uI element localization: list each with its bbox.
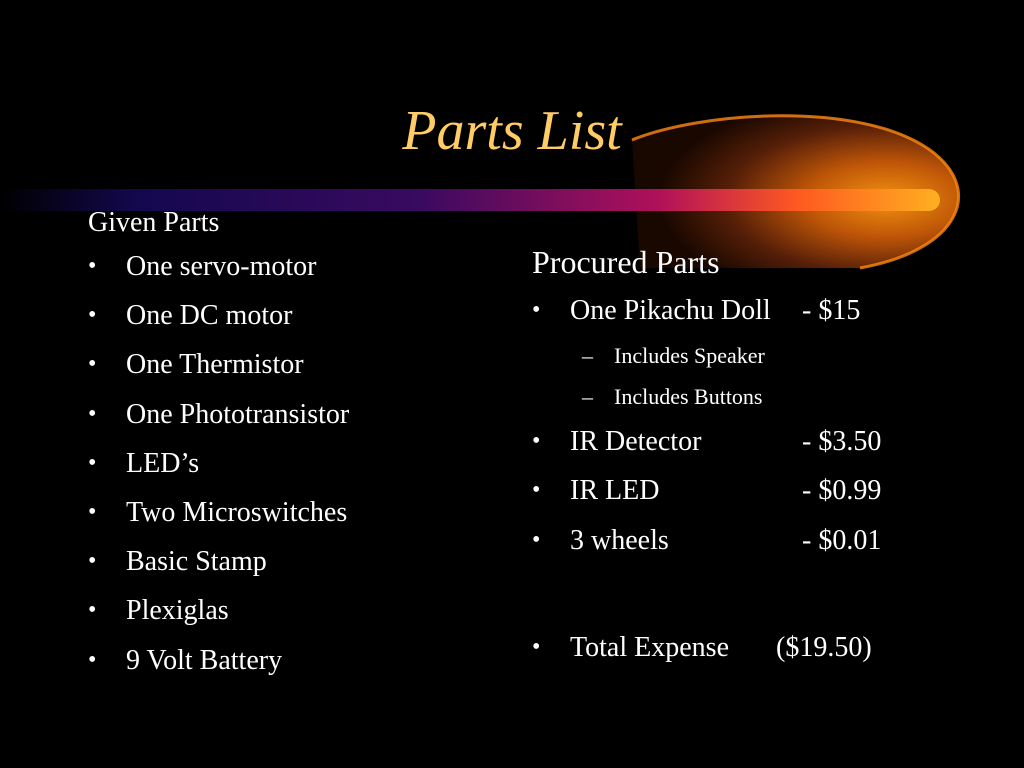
price: - $0.99: [802, 475, 882, 507]
procured-parts-column: [532, 238, 1002, 672]
dash: –: [582, 384, 593, 410]
list-item-label: One Pikachu Doll: [570, 295, 771, 326]
bullet: •: [88, 646, 97, 673]
list-item: [532, 466, 1002, 515]
list-item-label: One Phototransistor: [126, 398, 350, 430]
list-item-label: LED’s: [126, 447, 200, 479]
bullet: •: [532, 526, 541, 553]
total-value: ($19.50): [776, 631, 872, 663]
list-item: [88, 537, 488, 586]
list-item-label: IR LED: [570, 475, 660, 507]
total-item: [532, 623, 1002, 672]
list-item: [88, 636, 488, 685]
bullet: •: [532, 297, 541, 323]
list-item: [88, 291, 488, 340]
list-item-label: One DC motor: [126, 300, 293, 332]
bullet: •: [88, 351, 97, 378]
list-item-label: 3 wheels: [570, 524, 669, 556]
spacer: [532, 565, 1002, 623]
list-item-label: 9 Volt Battery: [126, 644, 283, 676]
procured-parts-list: [532, 286, 1002, 672]
bullet: •: [88, 400, 97, 427]
sub-list-item: [532, 376, 1002, 417]
price: - $15: [802, 295, 861, 326]
bullet: •: [88, 302, 97, 329]
list-item-label: One Thermistor: [126, 349, 304, 381]
list-item: [88, 390, 488, 439]
bullet: •: [88, 498, 97, 525]
given-parts-column: [88, 204, 488, 685]
list-item-label: One servo-motor: [126, 251, 317, 282]
given-parts-list: [88, 242, 488, 685]
slide-title: Parts List: [402, 100, 622, 162]
procured-parts-heading: Procured Parts: [532, 244, 720, 280]
list-item-label: Basic Stamp: [126, 546, 267, 578]
list-item-label: Two Microswitches: [126, 496, 348, 528]
list-item: [88, 488, 488, 537]
list-item: [532, 286, 1002, 335]
list-item: [88, 340, 488, 389]
given-parts-heading: Given Parts: [88, 207, 220, 238]
list-item: [532, 516, 1002, 565]
bullet: •: [88, 449, 97, 476]
price: - $0.01: [802, 524, 882, 556]
price: - $3.50: [802, 426, 882, 458]
sub-list-item: [532, 335, 1002, 376]
bullet: •: [88, 253, 97, 279]
bullet: •: [532, 633, 541, 660]
list-item: [532, 417, 1002, 466]
list-item-label: Plexiglas: [126, 595, 229, 627]
sub-list-item-label: Includes Speaker: [614, 343, 765, 369]
bullet: •: [532, 477, 541, 504]
list-item-label: IR Detector: [570, 426, 702, 458]
bullet: •: [88, 597, 97, 624]
list-item: [88, 439, 488, 488]
dash: –: [582, 343, 593, 369]
bullet: •: [532, 428, 541, 455]
list-item: [88, 242, 488, 291]
sub-list-item-label: Includes Buttons: [614, 384, 763, 410]
list-item: [88, 586, 488, 635]
bullet: •: [88, 548, 97, 575]
total-label: Total Expense: [570, 631, 729, 663]
